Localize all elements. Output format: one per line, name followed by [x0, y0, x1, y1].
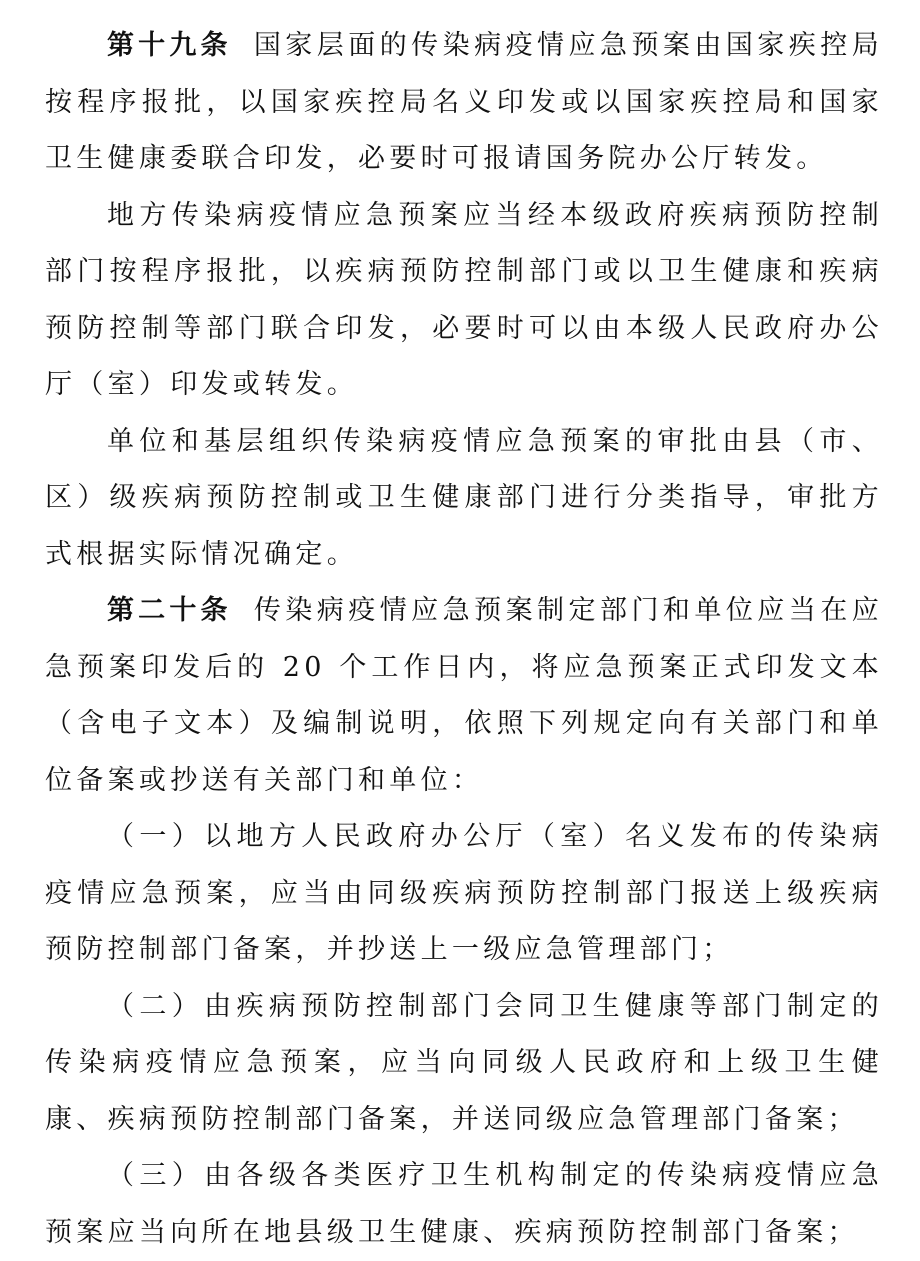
article-20-paragraph-1 [45, 583, 883, 809]
article-20-item-3 [45, 1148, 883, 1261]
article-20-item-1 [45, 809, 883, 979]
article-19-paragraph-2 [45, 188, 883, 414]
article-20-item-3-text: （三）由各级各类医疗卫生机构制定的传染病疫情应急预案应当向所在地县级卫生健康、疾病预防控制部门备案； [45, 1160, 883, 1248]
article-19-paragraph-1 [45, 18, 883, 188]
article-19-text-2: 地方传染病疫情应急预案应当经本级政府疾病预防控制部门按程序报批，以疾病预防控制部门或以卫生健康和疾病预防控制等部门联合印发，必要时可以由本级人民政府办公厅（室）印发或转发。 [45, 199, 883, 400]
document-page [45, 18, 883, 1261]
article-20-item-2-text: （二）由疾病预防控制部门会同卫生健康等部门制定的传染病疫情应急预案，应当向同级人民政府和上级卫生健康、疾病预防控制部门备案，并送同级应急管理部门备案； [45, 990, 883, 1135]
article-20-item-1-text: （一）以地方人民政府办公厅（室）名义发布的传染病疫情应急预案，应当由同级疾病预防控制部门报送上级疾病预防控制部门备案，并抄送上一级应急管理部门； [45, 821, 883, 965]
article-19-paragraph-3 [45, 414, 883, 584]
article-20-item-2 [45, 979, 883, 1149]
article-19-text-3: 单位和基层组织传染病疫情应急预案的审批由县（市、区）级疾病预防控制或卫生健康部门进行分类指导，审批方式根据实际情况确定。 [45, 425, 883, 570]
article-20-text-1: 传染病疫情应急预案制定部门和单位应当在应急预案印发后的 20 个工作日内，将应急预案正式印发文本（含电子文本）及编制说明，依照下列规定向有关部门和单位备案或抄送有关部门和单位： [45, 595, 884, 796]
article-19-text-1: 国家层面的传染病疫情应急预案由国家疾控局按程序报批，以国家疾控局名义印发或以国家疾控局和国家卫生健康委联合印发，必要时可报请国务院办公厅转发。 [45, 30, 884, 174]
article-19-number: 第十九条 [107, 30, 232, 61]
article-20-number: 第二十条 [107, 595, 232, 626]
